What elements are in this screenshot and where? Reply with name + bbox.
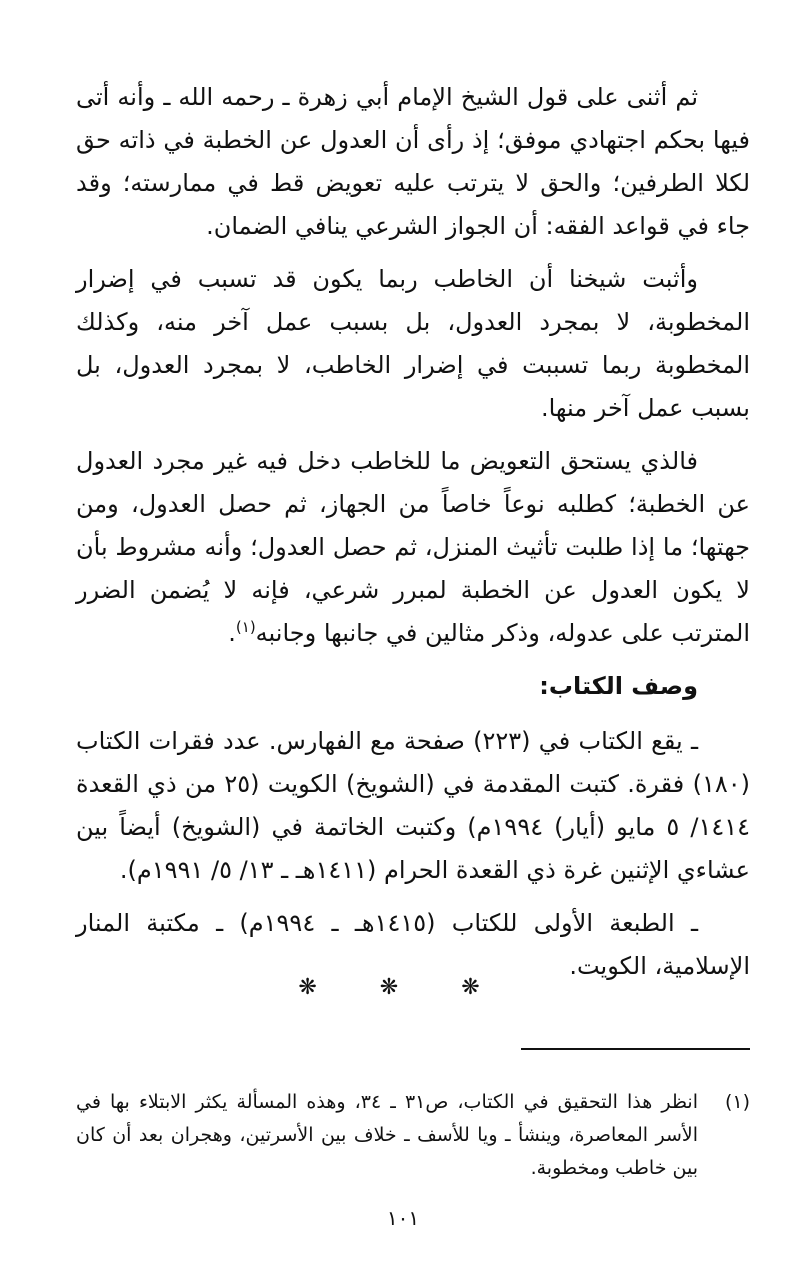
footnote-divider — [521, 1048, 750, 1050]
footnote — [76, 1086, 750, 1185]
paragraph-3 — [76, 440, 750, 655]
paragraph-3-end: . — [228, 619, 236, 647]
footnote-marker: (١) — [724, 1091, 750, 1113]
main-text — [76, 76, 750, 998]
footnote-reference[interactable]: (١) — [235, 618, 256, 636]
section-heading: وصف الكتاب: — [539, 672, 698, 700]
paragraph-2: وأثبت شيخنا أن الخاطب ربما يكون قد تسبب في إضرار المخطوبة، لا بمجرد العدول، بل بسبب عمل آخر منه، وكذلك المخطوبة ربما تسببت في إضرار الخاطب، لا بمجرد العدول، بل بسبب عمل آخر منها. — [76, 265, 750, 422]
paragraph-3-text: فالذي يستحق التعويض ما للخاطب دخل فيه غير مجرد العدول عن الخطبة؛ كطلبه نوعاً خاصاً من الجهاز، ثم حصل العدول، ومن جهتها؛ ما إذا طلبت تأثيث المنزل، ثم حصل العدول؛ وأنه مشروط بأن لا يكون العدول عن الخطبة لمبرر شرعي، فإنه لا يُضمن الضرر المترتب على عدوله، وذكر مثالين في جانبها وجانبه — [76, 447, 750, 647]
section-separator-stars: ❋ ❋ ❋ — [298, 975, 508, 1000]
footnote-text: انظر هذا التحقيق في الكتاب، ص٣١ ـ ٣٤، وهذه المسألة يكثر الابتلاء بها في الأسر المعاصرة، وينشأ ـ ويا للأسف ـ خلاف بين الأسرتين، وهجران بعد أن كان بين خاطب ومخطوبة. — [76, 1091, 698, 1179]
page-number: ١٠١ — [386, 1206, 420, 1230]
paragraph-1: ثم أثنى على قول الشيخ الإمام أبي زهرة ـ رحمه الله ـ وأنه أتى فيها بحكم اجتهادي موفق؛ إذ رأى أن العدول عن الخطبة في ذاته حق لكلا الطرفين؛ والحق لا يترتب عليه تعويض قط في ممارسته؛ وقد جاء في قواعد الفقه: أن الجواز الشرعي ينافي الضمان. — [76, 83, 750, 240]
description-item-1: ـ يقع الكتاب في (٢٢٣) صفحة مع الفهارس. عدد فقرات الكتاب (١٨٠) فقرة. كتبت المقدمة في (الشويخ) الكويت (٢٥ من ذي القعدة ١٤١٤/ ٥ مايو (أيار) ١٩٩٤م) وكتبت الخاتمة في (الشويخ) أيضاً بين عشاءي الإثنين غرة ذي القعدة الحرام (١٤١١هـ ـ ١٣/ ٥/ ١٩٩١م). — [76, 727, 750, 884]
description-item-2: ـ الطبعة الأولى للكتاب (١٤١٥هـ ـ ١٩٩٤م) ـ مكتبة المنار الإسلامية، الكويت. — [76, 909, 750, 980]
